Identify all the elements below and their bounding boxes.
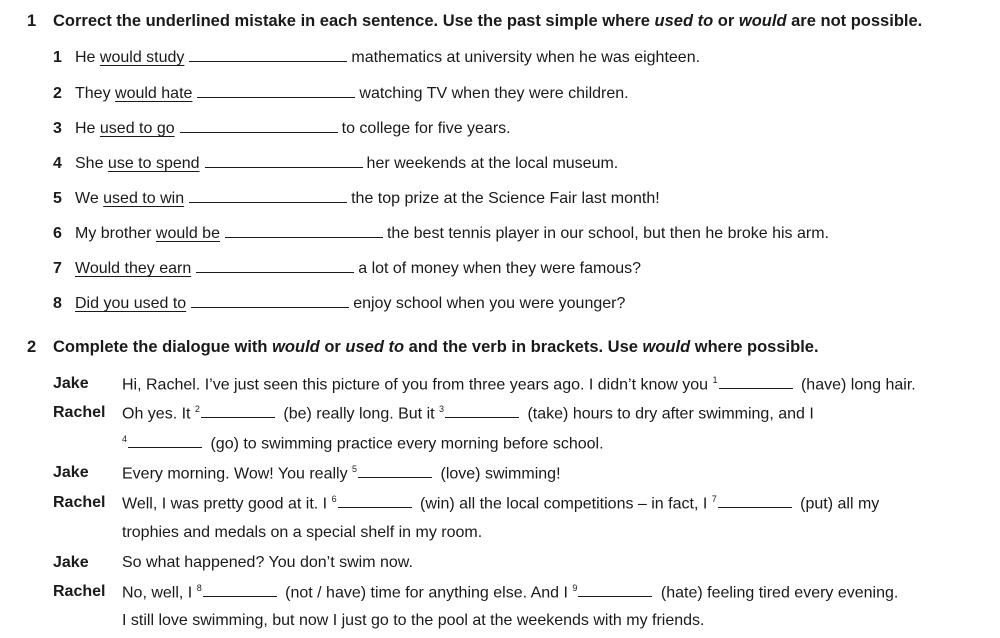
item-rest-text: watching TV when they were children. [359, 85, 629, 102]
answer-gap-2[interactable] [201, 405, 275, 418]
speaker-rachel: Rachel [53, 583, 106, 600]
exercise-1-item [53, 49, 700, 67]
underlined-mistake: used to go [99, 120, 175, 137]
dialogue-text: Oh yes. It [122, 405, 195, 423]
dialogue-text: Every morning. Wow! You really [122, 465, 353, 483]
exercise-number: 2 [27, 338, 37, 356]
item-number: 6 [53, 225, 62, 242]
instruction-text: Correct the underlined mistake in each sentence. Use the past simple where [53, 12, 655, 30]
dialogue-text: I still love swimming, but now I just go to the pool at the weekends with my friends. [122, 612, 705, 629]
answer-gap-1[interactable] [719, 376, 793, 389]
item-number: 4 [53, 155, 62, 172]
item-rest-text: mathematics at university when he was eighteen. [351, 49, 701, 66]
answer-gap-3[interactable] [445, 405, 519, 418]
instruction-text: or [319, 338, 346, 356]
answer-blank[interactable] [189, 190, 347, 203]
item-rest-text: to college for five years. [341, 120, 511, 137]
answer-blank[interactable] [189, 49, 347, 62]
underlined-mistake: would be [155, 225, 220, 242]
item-rest-text: her weekends at the local museum. [366, 155, 619, 172]
dialogue-text: (not / have) time for anything else. And I [280, 584, 573, 602]
item-number: 8 [53, 295, 62, 312]
exercise-1-item [53, 260, 641, 278]
dialogue-text: (have) long hair. [796, 376, 916, 394]
dialogue-text: (put) all my [795, 495, 880, 513]
speaker-rachel: Rachel [53, 494, 106, 511]
item-lead-text: She [75, 155, 108, 172]
instruction-text: where possible. [690, 338, 819, 356]
underlined-mistake: used to win [103, 190, 185, 207]
gap-number: 2 [194, 404, 200, 414]
underlined-mistake: would hate [115, 85, 193, 102]
speaker-jake: Jake [53, 464, 89, 481]
dialogue-line [122, 494, 879, 513]
answer-blank[interactable] [197, 85, 355, 98]
instruction-emphasis: would [642, 338, 691, 356]
gap-number: 3 [439, 404, 445, 414]
speaker-jake: Jake [53, 554, 89, 571]
dialogue-line [122, 464, 561, 483]
item-lead-text: He [75, 49, 100, 66]
dialogue-line [122, 612, 705, 630]
dialogue-text: No, well, I [122, 584, 197, 602]
answer-blank[interactable] [180, 120, 338, 133]
item-lead-text: He [75, 120, 100, 137]
underlined-mistake: use to spend [107, 155, 200, 172]
dialogue-text: (hate) feeling tired every evening. [656, 584, 899, 602]
answer-blank[interactable] [225, 225, 383, 238]
instruction-text: or [713, 12, 739, 30]
instruction-emphasis: used to [654, 12, 714, 30]
exercise-1-item [53, 85, 629, 103]
answer-gap-9[interactable] [578, 584, 652, 597]
exercise-1-item [53, 190, 660, 208]
exercise-number: 1 [27, 12, 37, 30]
answer-gap-6[interactable] [338, 495, 412, 508]
dialogue-line [122, 404, 814, 423]
item-lead-text: My brother [75, 225, 156, 242]
dialogue-text: (be) really long. But it [278, 405, 440, 423]
item-number: 7 [53, 260, 62, 277]
dialogue-text: (take) hours to dry after swimming, and I [523, 405, 814, 423]
item-number: 3 [53, 120, 62, 137]
dialogue-line [122, 524, 482, 542]
gap-number: 6 [331, 494, 337, 504]
dialogue-line [122, 434, 604, 453]
exercise-1-item [53, 155, 618, 173]
exercise-1-item [53, 225, 829, 243]
underlined-mistake: Did you used to [75, 295, 187, 312]
dialogue-line [122, 583, 898, 602]
instruction-emphasis: would [272, 338, 320, 356]
answer-gap-5[interactable] [358, 465, 432, 478]
item-number: 2 [53, 85, 62, 102]
underlined-mistake: would study [99, 49, 185, 66]
dialogue-line [122, 375, 916, 394]
instruction-text: Complete the dialogue with [53, 338, 273, 356]
gap-number: 5 [352, 464, 358, 474]
dialogue-text: Well, I was pretty good at it. I [122, 495, 332, 513]
dialogue-text: (go) to swimming practice every morning before school. [206, 435, 604, 453]
answer-blank[interactable] [196, 260, 354, 273]
exercise-2-instruction [27, 338, 819, 357]
instruction-text: are not possible. [786, 12, 923, 30]
instruction-emphasis: would [738, 12, 787, 30]
gap-number: 8 [196, 583, 202, 593]
speaker-jake: Jake [53, 375, 89, 392]
item-lead-text: We [75, 190, 104, 207]
gap-number: 7 [711, 494, 717, 504]
exercise-1-instruction [27, 12, 922, 31]
answer-gap-4[interactable] [128, 435, 202, 448]
answer-gap-7[interactable] [718, 495, 792, 508]
item-rest-text: the top prize at the Science Fair last month! [351, 190, 660, 207]
speaker-rachel: Rachel [53, 404, 106, 421]
dialogue-text: (win) all the local competitions – in fact, I [415, 495, 712, 513]
gap-number: 1 [712, 375, 718, 385]
instruction-emphasis: used to [345, 338, 405, 356]
answer-blank[interactable] [191, 295, 349, 308]
gap-number: 4 [122, 434, 128, 444]
dialogue-line [122, 554, 413, 572]
answer-gap-8[interactable] [203, 584, 277, 597]
item-number: 5 [53, 190, 62, 207]
item-rest-text: enjoy school when you were younger? [353, 295, 626, 312]
item-rest-text: the best tennis player in our school, but then he broke his arm. [386, 225, 829, 242]
dialogue-text: trophies and medals on a special shelf in my room. [122, 524, 483, 541]
dialogue-text: Hi, Rachel. I’ve just seen this picture of you from three years ago. I didn’t know you [122, 376, 713, 394]
instruction-text: and the verb in brackets. Use [404, 338, 643, 356]
dialogue-text: (love) swimming! [436, 465, 561, 483]
answer-blank[interactable] [205, 155, 363, 168]
item-number: 1 [53, 49, 62, 66]
exercise-1-item [53, 120, 511, 138]
dialogue-text: So what happened? You don’t swim now. [122, 554, 413, 571]
underlined-mistake: Would they earn [75, 260, 192, 277]
gap-number: 9 [572, 583, 578, 593]
exercise-1-item [53, 295, 625, 313]
item-rest-text: a lot of money when they were famous? [358, 260, 642, 277]
item-lead-text: They [75, 85, 116, 102]
